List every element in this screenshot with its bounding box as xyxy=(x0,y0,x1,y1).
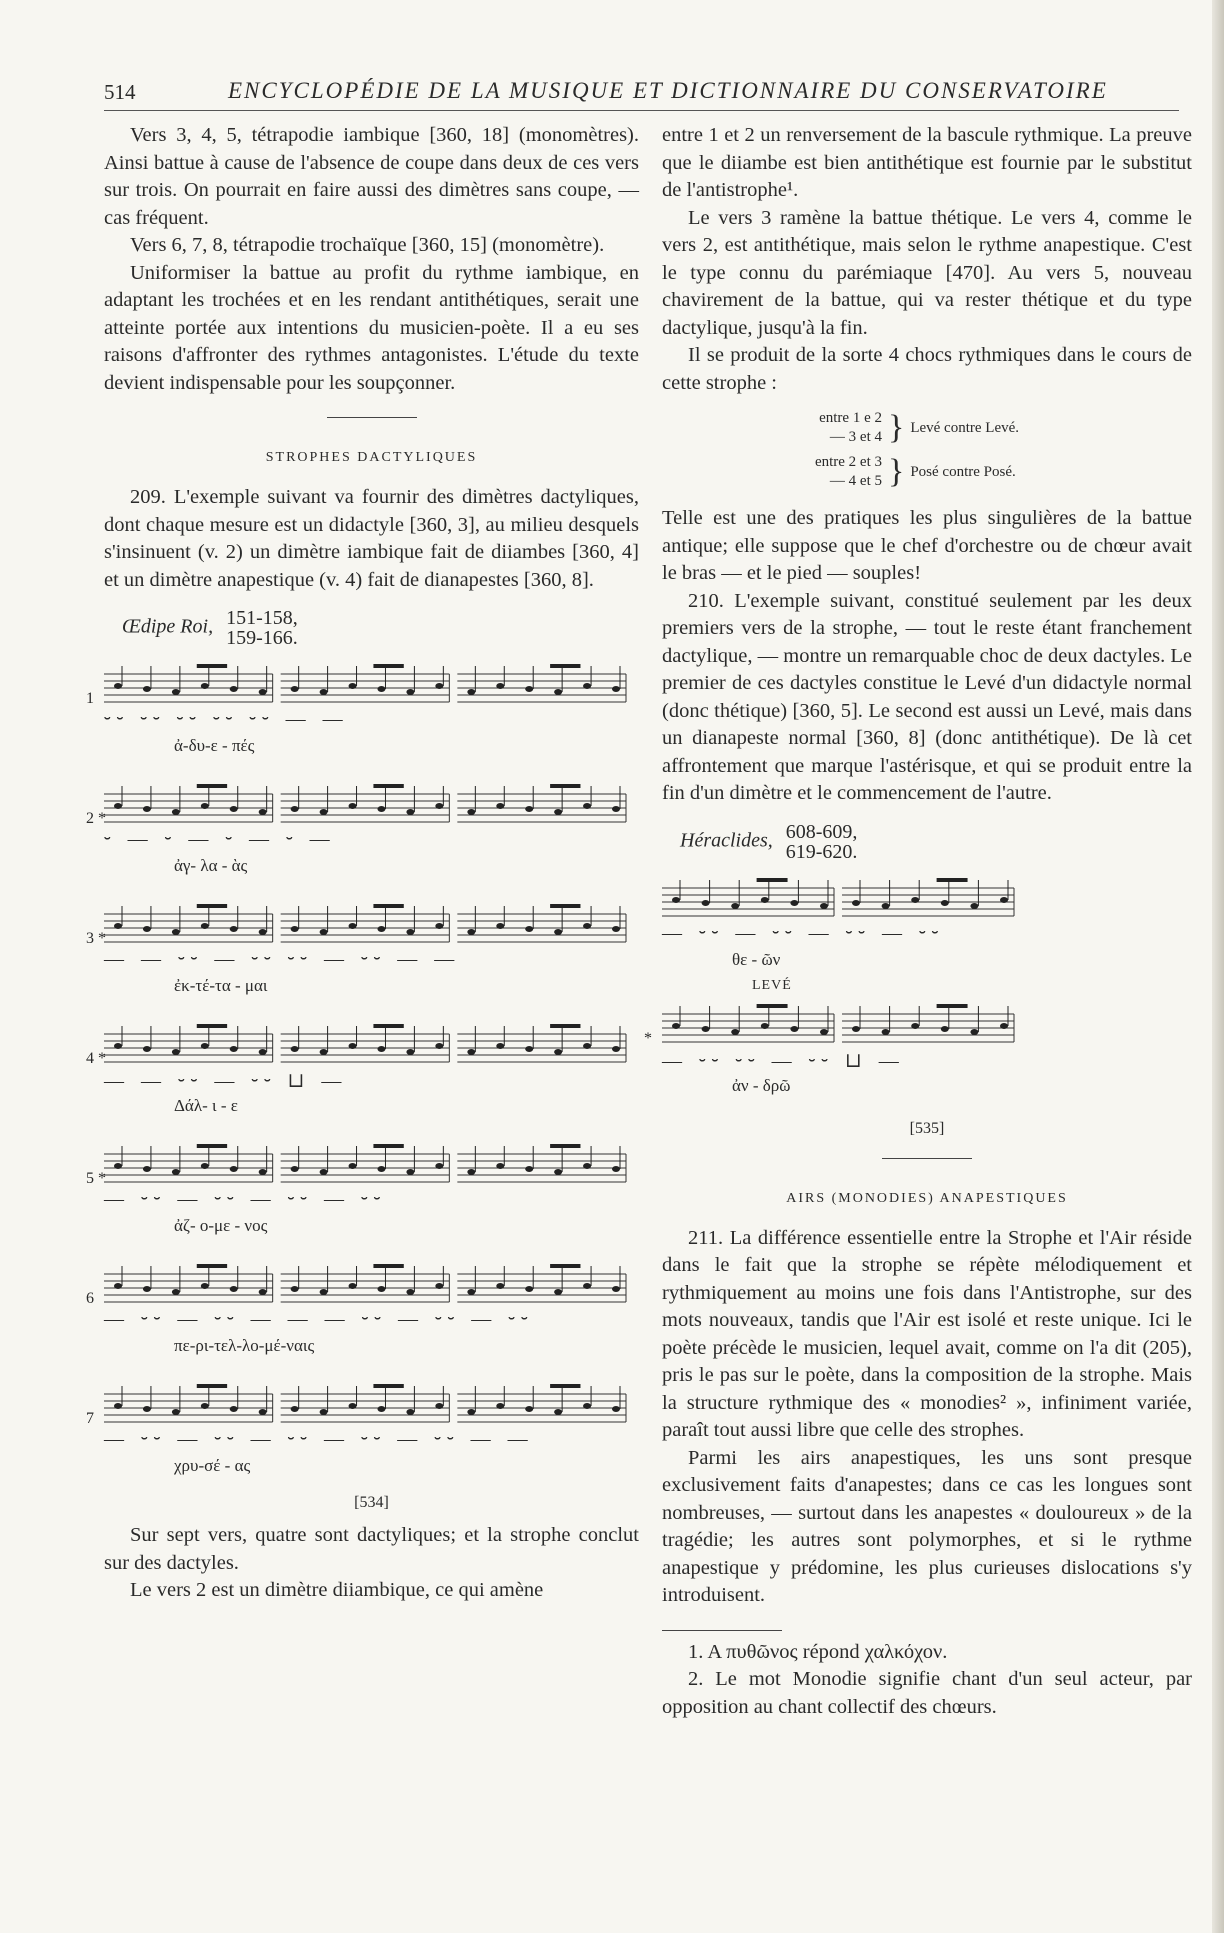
right-column xyxy=(644,122,1192,1721)
shock-b: — 4 et 5 xyxy=(829,473,882,489)
paragraph: Sur sept vers, quatre sont dactyliques; et la strophe conclut sur des dactyles. xyxy=(104,1524,639,1574)
staff-block xyxy=(86,896,639,1008)
shock-a: entre 2 et 3 xyxy=(814,454,882,470)
staff-block xyxy=(662,870,1192,988)
citation-title: Héraclides, xyxy=(680,829,773,852)
meter-line: — ⏑⏑ — ⏑⏑ — ⏑⏑ — ⏑⏑ xyxy=(104,1188,387,1210)
greek-syllables: ἀ-δυ-ε - πές xyxy=(174,736,255,755)
shock-label: Levé contre Levé. xyxy=(910,419,1020,436)
verse-number: 1 xyxy=(86,690,94,707)
verse-number: 2 * xyxy=(86,810,106,827)
greek-syllables: πε-ρι-τελ-λο-μέ-ναις xyxy=(174,1336,315,1355)
left-column xyxy=(86,122,639,1605)
paragraph: Vers 6, 7, 8, tétrapodie trochaïque [360, 15] (monomètre). xyxy=(130,234,605,256)
paragraph: 210. L'exemple suivant, constitué seulement par les deux premiers vers de la strophe, — tout le reste étant franchement dactylique, — montre un remarquable choc de deux dactyles. Le premier de ces dactyles constitue le Levé d'un didactyle normal (donc thétique) [360, 5]. Le second est aussi un Levé, mais dans un dianapeste normal [360, 8] (donc antithétique). De là cet affrontement que marque l'astérisque, et qui se produit entre la fin d'un dimètre et le commencement de l'autre. xyxy=(662,589,1192,804)
section-title: STROPHES DACTYLIQUES xyxy=(265,450,478,465)
greek-syllables: ἀγ- λα - ὰς xyxy=(174,856,248,875)
music-example xyxy=(644,870,1192,1114)
paragraph: Telle est une des pratiques les plus singulières de la battue antique; elle suppose que le chef d'orchestre ou de chœur avait le bras — et le pied — souples! xyxy=(662,507,1192,584)
paragraph: Il se produit de la sorte 4 chocs rythmiques dans le cours de cette strophe : xyxy=(662,344,1192,394)
meter-line: — — ⏑⏑ — ⏑⏑ ⊔ — xyxy=(104,1070,348,1092)
brace-icon: } xyxy=(888,409,905,446)
verse-number: 7 xyxy=(86,1410,94,1427)
meter-line: ⏑ — ⏑ — ⏑ — ⏑ — xyxy=(104,828,336,850)
paragraph: Le vers 3 ramène la battue thétique. Le vers 4, comme le vers 2, est antithétique, mais selon le rythme anapestique. C'est le type connu du parémiaque [470]. Au vers 5, nouveau chavirement de la battue, qui va rester thétique et du type dactylique, jusqu'à la fin. xyxy=(662,206,1192,339)
separator xyxy=(327,417,417,418)
meter-line: — ⏑⏑ — ⏑⏑ — ⏑⏑ — ⏑⏑ — ⏑⏑ — — xyxy=(104,1428,534,1450)
greek-syllables: θε - ῶν xyxy=(732,949,781,969)
meter-line: — — ⏑⏑ — ⏑⏑ ⏑⏑ — ⏑⏑ — — xyxy=(104,948,461,970)
meter-line: — ⏑⏑ ⏑⏑ — ⏑⏑ ⊔ — xyxy=(662,1049,905,1072)
header-rule xyxy=(104,110,1179,111)
greek-syllables: ἐκ-τέ-τα - μαι xyxy=(174,976,268,995)
paragraph: Le vers 2 est un dimètre diiambique, ce qui amène xyxy=(130,1579,544,1601)
music-example xyxy=(86,656,639,1488)
footnote: 2. Le mot Monodie signifie chant d'un seul acteur, par opposition au chant collectif des chœurs. xyxy=(662,1668,1192,1718)
staff-block xyxy=(86,1016,639,1128)
staff-block xyxy=(86,1376,639,1488)
example-number: [534] xyxy=(354,1494,389,1511)
leve-label: LEVÉ xyxy=(752,977,792,993)
shock-row xyxy=(792,453,1192,491)
staff-block xyxy=(644,977,1192,1114)
citation-ref: 159-166. xyxy=(226,627,298,649)
greek-syllables: ἀν - δρῶ xyxy=(732,1075,791,1095)
meter-line: — ⏑⏑ — ⏑⏑ — — — ⏑⏑ — ⏑⏑ — ⏑⏑ xyxy=(104,1308,534,1330)
brace-icon: } xyxy=(888,453,905,490)
footnote: 1. A πυθῶνος répond χαλκόχον. xyxy=(688,1640,948,1663)
paragraph: 209. L'exemple suivant va fournir des dimètres dactyliques, dont chaque mesure est un didactyle [360, 3], au milieu desquels s'insinuent (v. 2) un dimètre iambique fait de diiambes [360, 4] et un dimètre anapestique (v. 4) fait de dianapestes [360, 8]. xyxy=(104,486,639,591)
citation-ref: 619-620. xyxy=(785,840,858,863)
greek-syllables: Δάλ- ι - ε xyxy=(174,1096,238,1115)
staff-block xyxy=(86,776,639,888)
meter-line: — ⏑⏑ — ⏑⏑ — ⏑⏑ — ⏑⏑ xyxy=(662,921,945,944)
example-number: [535] xyxy=(909,1119,945,1137)
paragraph: 211. La différence essentielle entre la Strophe et l'Air réside dans le fait que la strophe se répète mélodiquement et rythmiquement au moins une fois dans l'Antistrophe, sur des mots nouveaux, tandis que l'Air est isolé et reste unique. Ici le poète précède le musicien, lequel avait, comme on l'a dit (205), pris le pas sur le poète, dans la composition de la strophe. Mais la structure rythmique des « monodies² », infiniment variée, paraît tout aussi libre que celle des strophes. xyxy=(662,1226,1192,1441)
citation-ref: 151-158, xyxy=(226,607,298,629)
work-citation xyxy=(122,608,639,648)
paragraph: Uniformiser la battue au profit du rythme iambique, en adaptant les trochées et en les rendant antithétiques, serait une atteinte portée aux intentions du musicien-poète. Il a eu ses raisons d'affronter des rythmes antagonistes. L'étude du texte devient indispensable pour les soupçonner. xyxy=(104,261,639,394)
paragraph: Parmi les airs anapestiques, les uns sont presque exclusivement faits d'anapestes; dans ce cas les longues sont nombreuses, — surtout dans les anapestes « douloureux » de la tragédie; les autres sont polymorphes, et si le rythme anapestique y prédomine, les plus curieuses dislocations s'y introduisent. xyxy=(662,1446,1192,1606)
citation-ref: 608-609, xyxy=(785,820,858,843)
running-header: ENCYCLOPÉDIE DE LA MUSIQUE ET DICTIONNAIRE DU CONSERVATOIRE xyxy=(228,78,1108,103)
verse-number: 4 * xyxy=(86,1050,106,1067)
work-citation xyxy=(680,822,1192,862)
meter-line: ⏑⏑ ⏑⏑ ⏑⏑ ⏑⏑ ⏑⏑ — — xyxy=(104,708,349,730)
shock-table xyxy=(792,409,1192,491)
separator xyxy=(882,1158,972,1159)
shock-label: Posé contre Posé. xyxy=(910,463,1016,480)
staff-block xyxy=(86,1256,639,1368)
citation-title: Œdipe Roi, xyxy=(122,615,214,638)
verse-number: 3 * xyxy=(86,930,106,947)
verse-number: 6 xyxy=(86,1290,94,1307)
greek-syllables: χρυ-σέ - ας xyxy=(174,1456,251,1475)
footnote-rule xyxy=(662,1630,782,1631)
verse-number: * xyxy=(644,1029,652,1047)
page-number: 514 xyxy=(104,80,136,104)
greek-syllables: ἀζ- ο-με - νος xyxy=(174,1216,268,1235)
staff-block xyxy=(86,1136,639,1248)
shock-b: — 3 et 4 xyxy=(829,429,882,445)
shock-row xyxy=(792,409,1192,447)
page-edge xyxy=(1212,0,1224,1933)
section-title: AIRS (MONODIES) ANAPESTIQUES xyxy=(786,1190,1068,1206)
shock-a: entre 1 e 2 xyxy=(819,410,882,426)
paragraph: entre 1 et 2 un renversement de la bascule rythmique. La preuve que le diiambe est bien antithétique est fournie par le substitut de l'antistrophe¹. xyxy=(662,124,1192,201)
verse-number: 5 * xyxy=(86,1170,106,1187)
staff-block xyxy=(86,656,639,768)
paragraph: Vers 3, 4, 5, tétrapodie iambique [360, 18] (monomètres). Ainsi battue à cause de l'absence de coupe dans deux de ces vers sur trois. On pourrait en faire aussi des dimètres sans coupe, — cas fréquent. xyxy=(104,124,639,229)
